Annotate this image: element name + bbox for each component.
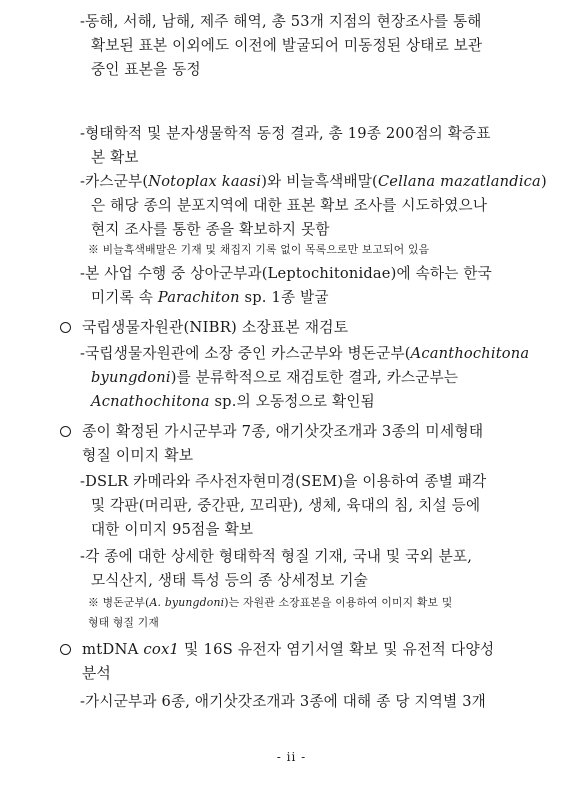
text-line: 은 해당 종의 분포지역에 대한 표본 확보 조사를 시도하였으나 <box>91 197 488 214</box>
sub-item-regional-samples <box>80 690 544 714</box>
section-heading-continued: 분석 <box>82 665 111 682</box>
text-line: -DSLR 카메라와 주사전자현미경(SEM)을 이용하여 종별 패각 <box>80 473 487 490</box>
section-micro-morphology-images <box>60 420 550 468</box>
section-nibr-review <box>60 316 550 340</box>
circle-bullet-icon <box>60 322 71 333</box>
sub-item-nibr-reexamination <box>80 342 544 414</box>
text-line: 본 확보 <box>91 149 139 166</box>
text-line: 및 각판(머리판, 중간판, 꼬리판), 생체, 육대의 침, 치설 등에 <box>91 497 481 514</box>
text-line: -동해, 서해, 남해, 제주 해역, 총 53개 지점의 현장조사를 통해 <box>80 13 482 30</box>
circle-bullet-icon <box>60 426 71 437</box>
section-heading: mtDNA cox1 및 16S 유전자 염기서열 확보 및 유전적 다양성 <box>82 641 495 658</box>
sub-item-identification-result <box>80 122 544 170</box>
sub-item-species-description <box>80 545 544 593</box>
sub-item-unsecured-species <box>80 170 547 242</box>
section-heading: 종이 확정된 가시군부과 7종, 애기삿갓조개과 3종의 미세형태 <box>82 423 484 440</box>
text-line: -형태학적 및 분자생물학적 동정 결과, 총 19종 200점의 확증표 <box>80 125 491 142</box>
section-mtdna-analysis <box>60 638 550 686</box>
note-line: 형태 형질 기재 <box>88 616 160 629</box>
text-line: 확보된 표본 이외에도 이전에 발굴되어 미동정된 상태로 보관 <box>91 37 483 54</box>
text-line: 미기록 속 Parachiton sp. 1종 발굴 <box>91 289 329 306</box>
note-byungdoni <box>88 593 548 633</box>
text-line: byungdoni)를 분류학적으로 재검토한 결과, 카스군부는 <box>91 369 459 386</box>
page-number: - ii - <box>276 750 307 764</box>
section-heading: 국립생물자원관(NIBR) 소장표본 재검토 <box>82 319 349 336</box>
text-line: 모식산지, 생태 특성 등의 종 상세정보 기술 <box>91 572 368 589</box>
sub-item-new-record-genus <box>80 262 544 310</box>
note-cellana <box>88 240 548 260</box>
sub-item-field-survey <box>80 10 544 82</box>
text-line: -가시군부과 6종, 애기삿갓조개과 3종에 대해 종 당 지역별 3개 <box>80 693 486 710</box>
circle-bullet-icon <box>60 644 71 655</box>
text-line: Acnathochitona sp.의 오동정으로 확인됨 <box>91 393 375 410</box>
text-line: -카스군부(Notoplax kaasi)와 비늘흑색배말(Cellana mazatlandica) <box>80 173 547 190</box>
text-line: 중인 표본을 동정 <box>91 61 201 78</box>
sub-item-dslr-sem <box>80 470 544 542</box>
text-line: 현지 조사를 통한 종을 확보하지 못함 <box>91 221 330 238</box>
text-line: -각 종에 대한 상세한 형태학적 형질 기재, 국내 및 국외 분포, <box>80 548 473 565</box>
text-line: -본 사업 수행 중 상아군부과(Leptochitonidae)에 속하는 한국 <box>80 265 492 282</box>
text-line: -국립생물자원관에 소장 중인 카스군부와 병돈군부(Acanthochitona <box>80 345 530 362</box>
note-line: ※ 비늘흑색배말은 기재 및 채집지 기록 없이 목록으로만 보고되어 있음 <box>88 243 430 256</box>
text-line: 대한 이미지 95점을 확보 <box>91 521 254 538</box>
section-heading-continued: 형질 이미지 확보 <box>82 447 194 464</box>
note-line: ※ 병돈군부(A. byungdoni)는 자원관 소장표본을 이용하여 이미지 확보 및 <box>88 596 453 609</box>
